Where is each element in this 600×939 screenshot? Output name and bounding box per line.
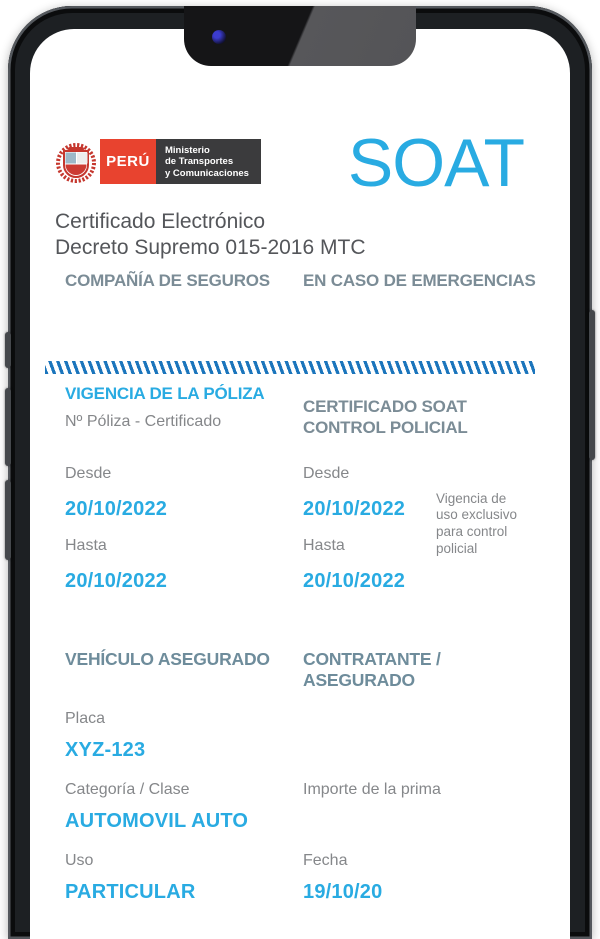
premium-label: Importe de la prima xyxy=(303,780,441,798)
emergency-header: EN CASO DE EMERGENCIAS xyxy=(303,271,536,291)
category-row xyxy=(30,781,570,833)
phone-notch xyxy=(184,6,416,66)
validity-dates-row xyxy=(30,465,570,609)
plate-row xyxy=(30,710,570,762)
policy-to-label: Hasta xyxy=(65,536,107,554)
volume-down-button xyxy=(5,480,11,560)
police-from-label: Desde xyxy=(303,464,350,482)
power-button xyxy=(589,310,595,460)
subtitle-line-1: Certificado Electrónico xyxy=(55,210,266,233)
peru-logo-box xyxy=(100,139,156,184)
certificate-header xyxy=(55,125,524,201)
plate-label: Placa xyxy=(65,709,106,727)
peru-coat-of-arms-icon xyxy=(55,139,97,185)
use-value: PARTICULAR xyxy=(65,880,196,903)
police-control-dates-cell xyxy=(303,465,540,609)
front-camera-icon xyxy=(212,30,226,44)
category-field xyxy=(65,781,303,833)
insurance-company-header: COMPAÑÍA DE SEGUROS xyxy=(65,271,270,291)
ministry-line: y Comunicaciones xyxy=(165,167,249,179)
column-headers-row xyxy=(30,271,570,291)
phone-frame xyxy=(8,6,592,939)
volume-up-button xyxy=(5,388,11,466)
use-label: Uso xyxy=(65,851,94,869)
phone-screen xyxy=(30,29,570,939)
date-field xyxy=(303,852,540,904)
plate-value: XYZ-123 xyxy=(65,738,146,761)
police-control-note: Vigencia de uso exclusivo para control policial xyxy=(436,490,518,556)
use-row xyxy=(30,852,570,904)
policy-to-value: 20/10/2022 xyxy=(65,569,168,592)
premium-field xyxy=(303,781,540,833)
policy-number-label: Nº Póliza - Certificado xyxy=(65,413,222,431)
policy-title-block xyxy=(65,384,303,438)
mute-switch xyxy=(5,332,11,368)
peru-label: PERÚ xyxy=(106,153,150,170)
issue-date-label: Fecha xyxy=(303,851,348,869)
ministry-line: de Transportes xyxy=(165,156,234,168)
policy-validity-title: VIGENCIA DE LA PÓLIZA xyxy=(65,384,265,404)
policy-from-value: 20/10/2022 xyxy=(65,497,168,520)
soat-logo: SOAT xyxy=(347,125,524,201)
use-field xyxy=(65,852,303,904)
certificate-subtitle xyxy=(55,209,540,261)
contractor-title: CONTRATANTE / ASEGURADO xyxy=(303,648,441,690)
hatched-divider xyxy=(45,361,535,374)
police-from-value: 20/10/2022 xyxy=(303,497,406,520)
insured-vehicle-title: VEHÍCULO ASEGURADO xyxy=(65,648,270,669)
police-to-label: Hasta xyxy=(303,536,345,554)
policy-dates xyxy=(65,465,303,609)
police-to-value: 20/10/2022 xyxy=(303,569,406,592)
police-control-dates xyxy=(303,465,405,609)
vehicle-section-titles xyxy=(30,649,570,691)
police-control-title: CERTIFICADO SOAT CONTROL POLICIAL xyxy=(303,397,468,437)
category-value: AUTOMOVIL AUTO xyxy=(65,809,249,832)
police-control-title-block xyxy=(303,384,540,438)
policy-section-titles xyxy=(30,384,570,438)
category-label: Categoría / Clase xyxy=(65,780,190,798)
subtitle-line-2: Decreto Supremo 015-2016 MTC xyxy=(55,236,366,260)
policy-from-label: Desde xyxy=(65,464,112,482)
plate-field xyxy=(65,710,303,762)
ministry-logo-box xyxy=(156,139,261,184)
issue-date-value: 19/10/20 xyxy=(303,880,383,903)
ministry-line: Ministerio xyxy=(165,145,210,157)
